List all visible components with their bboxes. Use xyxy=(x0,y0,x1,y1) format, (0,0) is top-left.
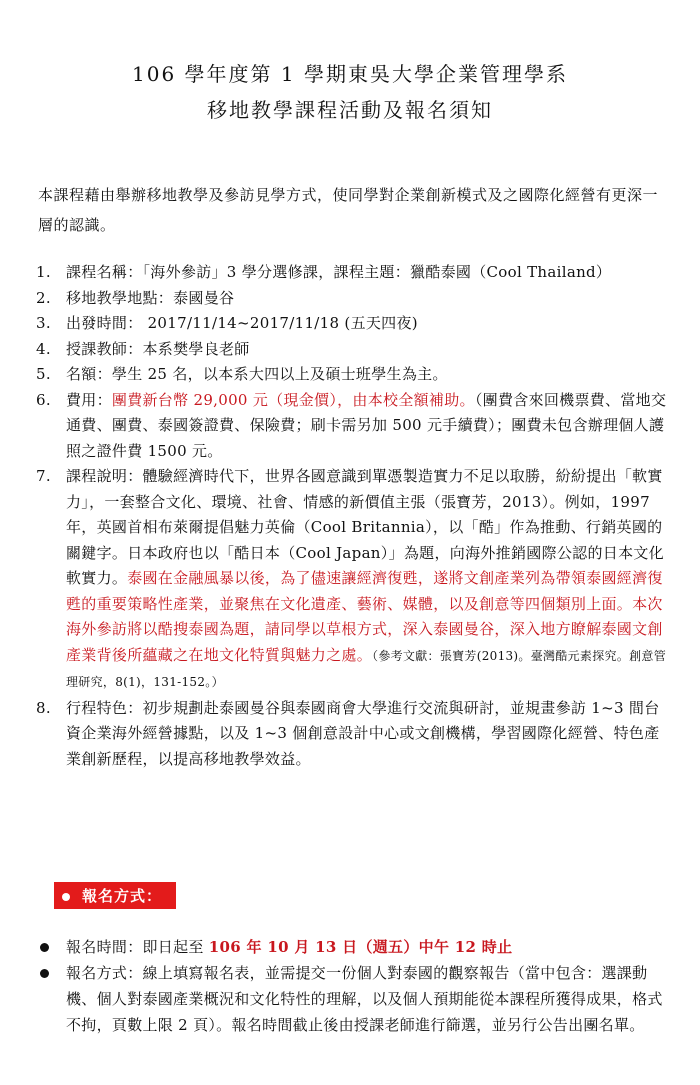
list-item: 報名方式：線上填寫報名表，並需提交一份個人對泰國的觀察報告（當中包含：選課動機、個人對泰國產業概況和文化特性的理解，以及個人預期能從本課程所獲得成果，格式不拘，頁數上限 2 頁）。報名時間截止後由授課老師進行篩選，並另行公告出團名單。 xyxy=(36,960,668,1038)
list-item: 6. 費用：團費新台幣 29,000 元（現金價），由本校全額補助。（團費含來回機票費、當地交通費、團費、泰國簽證費、保險費；刷卡需另加 500 元手續費）；團費未包含辦理個人護照之證件費 1500 元。 xyxy=(36,390,667,460)
info-list xyxy=(36,260,668,772)
bullet-icon xyxy=(40,943,49,952)
registration-list xyxy=(36,934,668,1038)
page-title: 106 學年度第 1 學期東吳大學企業管理學系 xyxy=(132,62,568,86)
list-item: 報名時間：即日起至 106 年 10 月 13 日（週五）中午 12 時止 xyxy=(36,934,668,960)
page-subtitle: 移地教學課程活動及報名須知 xyxy=(207,98,493,122)
list-item: 5. 名額：學生 25 名，以本系大四以上及碩士班學生為主。 xyxy=(36,365,448,383)
list-item: 7. 課程說明：體驗經濟時代下，世界各國意識到單憑製造實力不足以取勝，紛紛提出「軟實力」，一套整合文化、環境、社會、情感的新價值主張（張寶芳，2013）。例如，1997 年，英國首相布萊爾提倡魅力英倫（Cool Britannia），以「酷」作為推動、行銷英國的關鍵字。日本政府也以「酷日本（Cool Japan）」為題，向海外推銷國際公認的日本文化軟實力。泰國在金融風暴以後，為了儘速讓經濟復甦，遂將文創產業列為帶領泰國經濟復甦的重要策略性產業，並聚焦在文化遺產、藝術、媒體，以及創意等四個類別上面。本次海外參訪將以酷搜泰國為題，請同學以草根方式，深入泰國曼谷，深入地方瞭解泰國文創產業背後所蘊藏之在地文化特質與魅力之處。（參考文獻：張寶芳(2013)。臺灣酷元素探究。創意管理研究，8(1)，131-152。） xyxy=(36,467,667,689)
intro-paragraph: 本課程藉由舉辦移地教學及參訪見學方式，使同學對企業創新模式及之國際化經營有更深一層的認識。 xyxy=(38,186,659,234)
list-item: 3. 出發時間： 2017/11/14~2017/11/18 (五天四夜) xyxy=(36,314,418,332)
list-item: 8. 行程特色：初步規劃赴泰國曼谷與泰國商會大學進行交流與研討，並規畫參訪 1~3 間台資企業海外經營據點，以及 1~3 個創意設計中心或文創機構，學習國際化經營、特色產業創新歷程，以提高移地教學效益。 xyxy=(36,698,660,768)
list-item: 2. 移地教學地點：泰國曼谷 xyxy=(36,288,235,307)
registration-heading: 報名方式： xyxy=(54,882,176,909)
list-item: 4. 授課教師：本系樊學良老師 xyxy=(36,339,250,358)
bullet-icon xyxy=(40,969,49,978)
list-item: 1. 課程名稱：「海外參訪」3 學分選修課，課程主題：獵酷泰國（Cool Thailand） xyxy=(36,263,612,281)
bullet-icon xyxy=(62,893,70,901)
